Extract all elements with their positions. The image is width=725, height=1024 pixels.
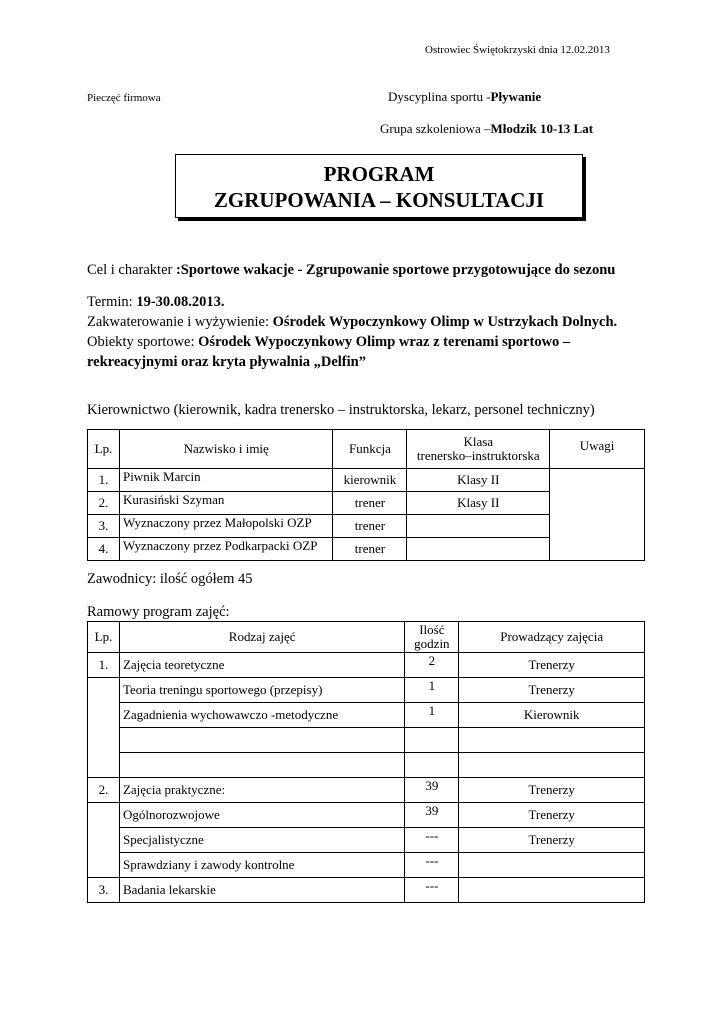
cell-hours: 39 — [405, 803, 459, 828]
staff-heading: Kierownictwo (kierownik, kadra trenersko – instruktorska, lekarz, personel techniczny) — [87, 402, 595, 418]
header-name: Nazwisko i imię — [119, 430, 333, 469]
cell-lp: 1. — [88, 653, 120, 678]
header-lp: Lp. — [88, 430, 120, 469]
camp-details — [87, 292, 657, 372]
staff-table — [87, 429, 645, 561]
cell-function: trener — [333, 492, 407, 515]
table-row — [88, 728, 645, 753]
cell-leader — [459, 728, 645, 753]
cell-lp: 2. — [88, 778, 120, 803]
header-class — [407, 430, 550, 469]
cell-name: Wyznaczony przez Małopolski OZP — [119, 515, 333, 538]
lodging-value: Ośrodek Wypoczynkowy Olimp w Ustrzykach Dolnych. — [272, 314, 618, 330]
table-row — [88, 703, 645, 728]
table-row — [88, 778, 645, 803]
cell-hours: 1 — [405, 678, 459, 703]
cell-leader: Trenerzy — [459, 653, 645, 678]
cell-hours: --- — [405, 853, 459, 878]
cell-lp-empty — [88, 678, 120, 778]
discipline-label: Dyscyplina sportu - — [388, 89, 491, 104]
group-label: Grupa szkoleniowa – — [380, 121, 491, 136]
cell-lp: 1. — [88, 469, 120, 492]
cell-leader: Trenerzy — [459, 828, 645, 853]
document-title — [175, 154, 583, 218]
cell-notes — [550, 469, 645, 561]
cell-name: Piwnik Marcin — [119, 469, 333, 492]
company-stamp-label: Pieczęć firmowa — [87, 92, 161, 104]
cell-hours: 39 — [405, 778, 459, 803]
cell-type: Sprawdziany i zawody kontrolne — [119, 853, 404, 878]
cell-class: Klasy II — [407, 469, 550, 492]
header-class-2: trenersko–instruktorska — [416, 448, 540, 463]
cell-hours: --- — [405, 878, 459, 903]
cell-leader: Kierownik — [459, 703, 645, 728]
cell-lp-empty — [88, 803, 120, 878]
cell-hours: 2 — [405, 653, 459, 678]
cell-name: Kurasiński Szyman — [119, 492, 333, 515]
header-function: Funkcja — [333, 430, 407, 469]
athletes-count: Zawodnicy: ilość ogółem 45 — [87, 571, 253, 587]
cell-lp: 4. — [88, 538, 120, 561]
title-line-1: PROGRAM — [323, 162, 435, 186]
cell-leader: Trenerzy — [459, 803, 645, 828]
table-row — [88, 828, 645, 853]
facilities-line — [87, 332, 657, 352]
header-leader: Prowadzący zajęcia — [459, 622, 645, 653]
cell-hours — [405, 728, 459, 753]
cell-class — [407, 538, 550, 561]
cell-class — [407, 515, 550, 538]
discipline — [388, 89, 541, 105]
table-row — [88, 853, 645, 878]
staff-table-header — [88, 430, 645, 469]
facilities-value-2: rekreacyjnymi oraz kryta pływalnia „Delfin” — [87, 354, 366, 370]
table-row — [88, 653, 645, 678]
camp-goal — [87, 260, 615, 280]
cell-type: Zajęcia praktyczne: — [119, 778, 404, 803]
term-line — [87, 292, 657, 312]
cell-type: Zagadnienia wychowawczo -metodyczne — [119, 703, 404, 728]
cell-type — [119, 728, 404, 753]
cell-leader — [459, 878, 645, 903]
term-label: Termin: — [87, 294, 137, 310]
lodging-label: Zakwaterowanie i wyżywienie: — [87, 314, 273, 330]
training-group — [380, 121, 593, 137]
program-heading: Ramowy program zajęć: — [87, 604, 230, 620]
program-table-header — [88, 622, 645, 653]
cell-hours — [405, 753, 459, 778]
header-class-1: Klasa — [463, 434, 494, 449]
place-date: Ostrowiec Świętokrzyski dnia 12.02.2013 — [425, 44, 610, 56]
cell-type: Ogólnorozwojowe — [119, 803, 404, 828]
facilities-line-2 — [87, 352, 657, 372]
cell-type: Teoria treningu sportowego (przepisy) — [119, 678, 404, 703]
cell-leader — [459, 753, 645, 778]
goal-value: :Sportowe wakacje - Zgrupowanie sportowe przygotowujące do sezonu — [175, 262, 616, 278]
group-value: Młodzik 10-13 Lat — [490, 121, 594, 136]
cell-function: kierownik — [333, 469, 407, 492]
discipline-value: Pływanie — [490, 89, 542, 104]
cell-hours: --- — [405, 828, 459, 853]
header-hours-2: godzin — [414, 636, 450, 651]
program-table — [87, 621, 645, 903]
cell-leader: Trenerzy — [459, 778, 645, 803]
cell-type: Zajęcia teoretyczne — [119, 653, 404, 678]
cell-class: Klasy II — [407, 492, 550, 515]
cell-type: Specjalistyczne — [119, 828, 404, 853]
table-row — [88, 469, 645, 492]
header-type: Rodzaj zajęć — [119, 622, 404, 653]
table-row — [88, 803, 645, 828]
cell-name: Wyznaczony przez Podkarpacki OZP — [119, 538, 333, 561]
cell-lp: 2. — [88, 492, 120, 515]
facilities-value-1: Ośrodek Wypoczynkowy Olimp wraz z terenami sportowo – — [198, 334, 571, 350]
table-row — [88, 678, 645, 703]
table-row — [88, 878, 645, 903]
header-hours-1: Ilość — [419, 622, 445, 637]
cell-leader — [459, 853, 645, 878]
title-line-2: ZGRUPOWANIA – KONSULTACJI — [213, 188, 545, 212]
cell-type — [119, 753, 404, 778]
term-value: 19-30.08.2013. — [136, 294, 225, 310]
cell-function: trener — [333, 538, 407, 561]
cell-type: Badania lekarskie — [119, 878, 404, 903]
header-hours — [405, 622, 459, 653]
cell-leader: Trenerzy — [459, 678, 645, 703]
cell-hours: 1 — [405, 703, 459, 728]
table-row — [88, 753, 645, 778]
lodging-line — [87, 312, 657, 332]
header-notes: Uwagi — [550, 430, 645, 469]
cell-lp: 3. — [88, 515, 120, 538]
header-lp: Lp. — [88, 622, 120, 653]
cell-lp: 3. — [88, 878, 120, 903]
facilities-label: Obiekty sportowe: — [87, 334, 199, 350]
cell-function: trener — [333, 515, 407, 538]
goal-label: Cel i charakter — [87, 262, 176, 278]
